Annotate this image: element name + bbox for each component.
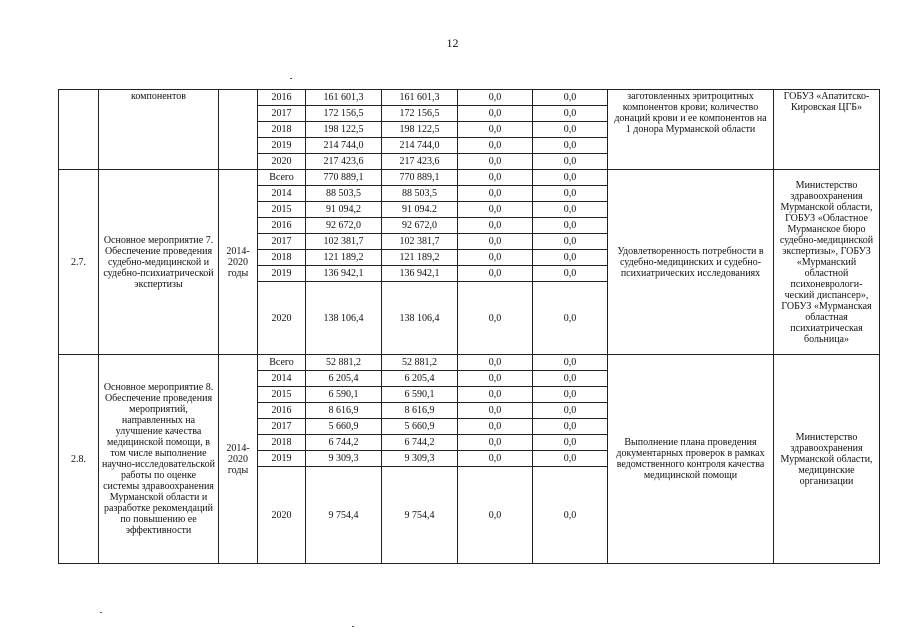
regional-budget-cell: 9 309,3 (382, 451, 458, 467)
regional-budget-cell: 136 942,1 (382, 266, 458, 282)
other-sources-cell: 0,0 (533, 202, 608, 218)
scan-speck (290, 78, 292, 79)
total-cell: 8 616,9 (306, 403, 382, 419)
other-sources-cell: 0,0 (533, 282, 608, 355)
federal-budget-cell: 0,0 (458, 202, 533, 218)
other-sources-cell: 0,0 (533, 403, 608, 419)
other-sources-cell: 0,0 (533, 419, 608, 435)
total-cell: 9 754,4 (306, 467, 382, 564)
year-cell: 2018 (258, 122, 306, 138)
federal-budget-cell: 0,0 (458, 282, 533, 355)
regional-budget-cell: 5 660,9 (382, 419, 458, 435)
regional-budget-cell: 88 503,5 (382, 186, 458, 202)
total-cell: 6 205,4 (306, 371, 382, 387)
federal-budget-cell: 0,0 (458, 234, 533, 250)
regional-budget-cell: 102 381,7 (382, 234, 458, 250)
executor-cell: Министерство здравоохранения Мурманской области, медицинские организации (774, 355, 880, 564)
period-cell: 2014-2020 годы (219, 355, 258, 564)
other-sources-cell: 0,0 (533, 122, 608, 138)
total-cell: 102 381,7 (306, 234, 382, 250)
regional-budget-cell: 9 754,4 (382, 467, 458, 564)
federal-budget-cell: 0,0 (458, 467, 533, 564)
federal-budget-cell: 0,0 (458, 154, 533, 170)
federal-budget-cell: 0,0 (458, 170, 533, 186)
federal-budget-cell: 0,0 (458, 355, 533, 371)
measure-number-cell: 2.8. (59, 355, 99, 564)
regional-budget-cell: 198 122,5 (382, 122, 458, 138)
other-sources-cell: 0,0 (533, 170, 608, 186)
total-cell: 6 744,2 (306, 435, 382, 451)
total-cell: 214 744,0 (306, 138, 382, 154)
total-cell: 52 881,2 (306, 355, 382, 371)
regional-budget-cell: 161 601,3 (382, 90, 458, 106)
federal-budget-cell: 0,0 (458, 387, 533, 403)
result-indicator-cell: заготовленных эритроцитных компонентов крови; количество донаций крови и ее компонентов на 1 донора Мурманской области (608, 90, 774, 170)
other-sources-cell: 0,0 (533, 435, 608, 451)
other-sources-cell: 0,0 (533, 355, 608, 371)
total-cell: 5 660,9 (306, 419, 382, 435)
table-row (59, 355, 880, 371)
federal-budget-cell: 0,0 (458, 403, 533, 419)
measure-name-cell: Основное мероприятие 8. Обеспечение проведения мероприятий, направленных на улучшение качества медицинской помощи, в том числе выполнение научно-исследовательской работы по оценке системы здравоохранения Мурманской области и разработке рекомендаций по повышению ее эффективности (99, 355, 219, 564)
measure-name-cell: Основное мероприятие 7. Обеспечение проведения судебно-медицинской и судебно-психиатрической экспертизы (99, 170, 219, 355)
regional-budget-cell: 121 189,2 (382, 250, 458, 266)
page-number: 12 (446, 36, 459, 50)
year-cell: 2014 (258, 186, 306, 202)
result-indicator-cell: Выполнение плана проведения документарных проверок в рамках ведомственного контроля качества медицинской помощи (608, 355, 774, 564)
total-cell: 6 590,1 (306, 387, 382, 403)
regional-budget-cell: 217 423,6 (382, 154, 458, 170)
federal-budget-cell: 0,0 (458, 419, 533, 435)
regional-budget-cell: 92 672,0 (382, 218, 458, 234)
executor-cell: ГОБУЗ «Апатитско-Кировская ЦГБ» (774, 90, 880, 170)
period-cell: 2014-2020 годы (219, 170, 258, 355)
regional-budget-cell: 214 744,0 (382, 138, 458, 154)
federal-budget-cell: 0,0 (458, 186, 533, 202)
year-cell: Всего (258, 355, 306, 371)
regional-budget-cell: 6 744,2 (382, 435, 458, 451)
year-cell: 2015 (258, 387, 306, 403)
other-sources-cell: 0,0 (533, 90, 608, 106)
other-sources-cell: 0,0 (533, 266, 608, 282)
year-cell: 2016 (258, 403, 306, 419)
total-cell: 121 189,2 (306, 250, 382, 266)
federal-budget-cell: 0,0 (458, 250, 533, 266)
total-cell: 217 423,6 (306, 154, 382, 170)
other-sources-cell: 0,0 (533, 138, 608, 154)
federal-budget-cell: 0,0 (458, 122, 533, 138)
scan-speck (100, 612, 102, 613)
year-cell: 2019 (258, 138, 306, 154)
federal-budget-cell: 0,0 (458, 218, 533, 234)
federal-budget-cell: 0,0 (458, 371, 533, 387)
federal-budget-cell: 0,0 (458, 138, 533, 154)
other-sources-cell: 0,0 (533, 387, 608, 403)
year-cell: 2020 (258, 467, 306, 564)
executor-cell: Министерство здравоохранения Мурманской области, ГОБУЗ «Областное Мурманское бюро судебно-медицинской экспертизы», ГОБУЗ «Мурманский областной психоневрологи-ческий диспансер», ГОБУЗ «Мурманская областная психиатрическая больница» (774, 170, 880, 355)
total-cell: 92 672,0 (306, 218, 382, 234)
year-cell: 2020 (258, 154, 306, 170)
measure-number-cell: 2.7. (59, 170, 99, 355)
year-cell: 2019 (258, 451, 306, 467)
regional-budget-cell: 172 156,5 (382, 106, 458, 122)
federal-budget-cell: 0,0 (458, 90, 533, 106)
year-cell: 2017 (258, 234, 306, 250)
total-cell: 88 503,5 (306, 186, 382, 202)
year-cell: 2014 (258, 371, 306, 387)
period-cell (219, 90, 258, 170)
federal-budget-cell: 0,0 (458, 451, 533, 467)
result-indicator-cell: Удовлетворенность потребности в судебно-медицинских и судебно-психиатрических исследованиях (608, 170, 774, 355)
federal-budget-cell: 0,0 (458, 266, 533, 282)
year-cell: 2018 (258, 435, 306, 451)
other-sources-cell: 0,0 (533, 218, 608, 234)
total-cell: 172 156,5 (306, 106, 382, 122)
total-cell: 198 122,5 (306, 122, 382, 138)
year-cell: 2018 (258, 250, 306, 266)
other-sources-cell: 0,0 (533, 106, 608, 122)
other-sources-cell: 0,0 (533, 371, 608, 387)
year-cell: 2017 (258, 106, 306, 122)
total-cell: 770 889,1 (306, 170, 382, 186)
other-sources-cell: 0,0 (533, 467, 608, 564)
total-cell: 91 094,2 (306, 202, 382, 218)
scan-speck (352, 626, 354, 627)
regional-budget-cell: 52 881,2 (382, 355, 458, 371)
regional-budget-cell: 6 205,4 (382, 371, 458, 387)
regional-budget-cell: 8 616,9 (382, 403, 458, 419)
federal-budget-cell: 0,0 (458, 106, 533, 122)
regional-budget-cell: 770 889,1 (382, 170, 458, 186)
year-cell: 2019 (258, 266, 306, 282)
regional-budget-cell: 138 106,4 (382, 282, 458, 355)
regional-budget-cell: 6 590,1 (382, 387, 458, 403)
table-row (59, 170, 880, 186)
other-sources-cell: 0,0 (533, 154, 608, 170)
total-cell: 9 309,3 (306, 451, 382, 467)
total-cell: 138 106,4 (306, 282, 382, 355)
measure-number-cell (59, 90, 99, 170)
federal-budget-cell: 0,0 (458, 435, 533, 451)
table-row (59, 90, 880, 106)
total-cell: 161 601,3 (306, 90, 382, 106)
total-cell: 136 942,1 (306, 266, 382, 282)
year-cell: 2020 (258, 282, 306, 355)
other-sources-cell: 0,0 (533, 186, 608, 202)
regional-budget-cell: 91 094.2 (382, 202, 458, 218)
year-cell: 2016 (258, 90, 306, 106)
year-cell: 2016 (258, 218, 306, 234)
year-cell: 2017 (258, 419, 306, 435)
measure-name-cell: компонентов (99, 90, 219, 170)
program-measures-table (58, 89, 880, 564)
year-cell: Всего (258, 170, 306, 186)
year-cell: 2015 (258, 202, 306, 218)
other-sources-cell: 0,0 (533, 250, 608, 266)
other-sources-cell: 0,0 (533, 451, 608, 467)
other-sources-cell: 0,0 (533, 234, 608, 250)
